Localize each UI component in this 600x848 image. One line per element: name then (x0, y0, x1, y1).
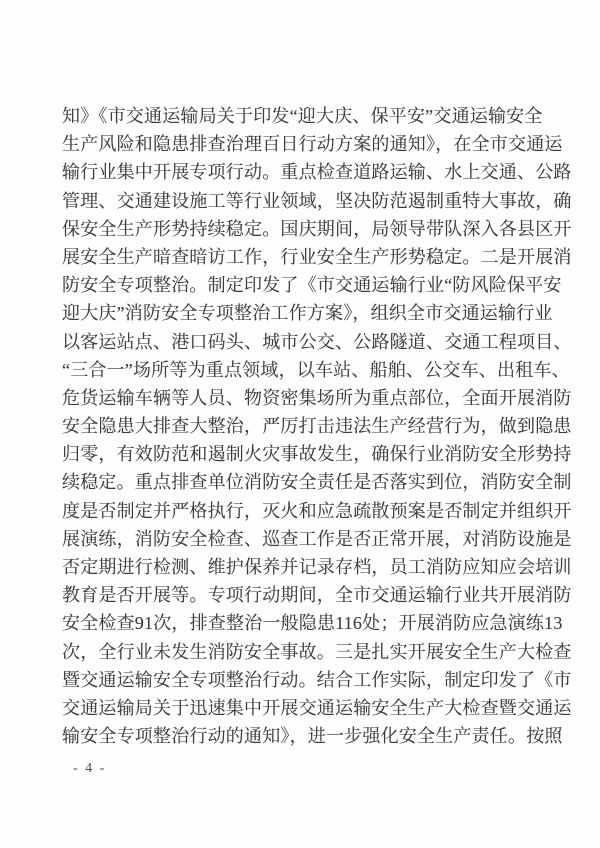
text-line: 保安全生产形势持续稳定。国庆期间，局领导带队深入各县区开 (62, 218, 572, 239)
text-line: 教育是否开展等。专项行动期间，全市交通运输行业共开展消防 (62, 585, 572, 606)
text-line: 安全检查91次，排查整治一般隐患116处；开展消防应急演练13 (62, 613, 563, 634)
document-body (62, 102, 572, 750)
text-line: 防安全专项整治。制定印发了《市交通运输行业“防风险保平安 (62, 275, 562, 296)
text-line: 归零，有效防范和遏制火灾事故发生，确保行业消防安全形势持 (62, 444, 572, 465)
text-line: 否定期进行检测、维护保养并记录存档，员工消防应知应会培训 (62, 557, 572, 577)
text-line: “三合一”场所等为重点领域，以车站、船舶、公交车、出租车、 (62, 359, 570, 380)
text-line: 生产风险和隐患排查治理百日行动方案的通知》，在全市交通运 (62, 134, 563, 155)
text-line: 续稳定。重点排查单位消防安全责任是否落实到位，消防安全制 (62, 472, 572, 493)
text-line: 输安全专项整治行动的通知》，进一步强化安全生产责任。按照 (62, 726, 563, 747)
text-line: 以客运站点、港口码头、城市公交、公路隧道、交通工程项目、 (62, 331, 572, 352)
text-line: 危货运输车辆等人员、物资密集场所为重点部位，全面开展消防 (62, 387, 572, 408)
text-line: 知》《市交通运输局关于印发“迎大庆、保平安”交通运输安全 (62, 106, 543, 126)
text-line: 暨交通运输安全专项整治行动。结合工作实际，制定印发了《市 (62, 669, 572, 690)
text-line: 输行业集中开展专项行动。重点检查道路运输、水上交通、公路 (62, 162, 572, 183)
page-number: - 4 - (73, 761, 107, 776)
text-line: 度是否制定并严格执行，灭火和应急疏散预案是否制定并组织开 (62, 500, 572, 521)
text-line: 展安全生产暗查暗访工作，行业安全生产形势稳定。二是开展消 (62, 246, 572, 267)
text-line: 次，全行业未发生消防安全事故。三是扎实开展安全生产大检查 (62, 641, 572, 662)
text-line: 管理、交通建设施工等行业领域，坚决防范遏制重特大事故，确 (62, 190, 572, 211)
text-line: 展演练，消防安全检查、巡查工作是否正常开展，对消防设施是 (62, 528, 572, 549)
text-line: 安全隐患大排查大整治，严厉打击违法生产经营行为，做到隐患 (62, 416, 572, 437)
text-line: 迎大庆”消防安全专项整治工作方案》，组织全市交通运输行业 (62, 303, 553, 324)
text-line: 交通运输局关于迅速集中开展交通运输安全生产大检查暨交通运 (62, 697, 572, 718)
